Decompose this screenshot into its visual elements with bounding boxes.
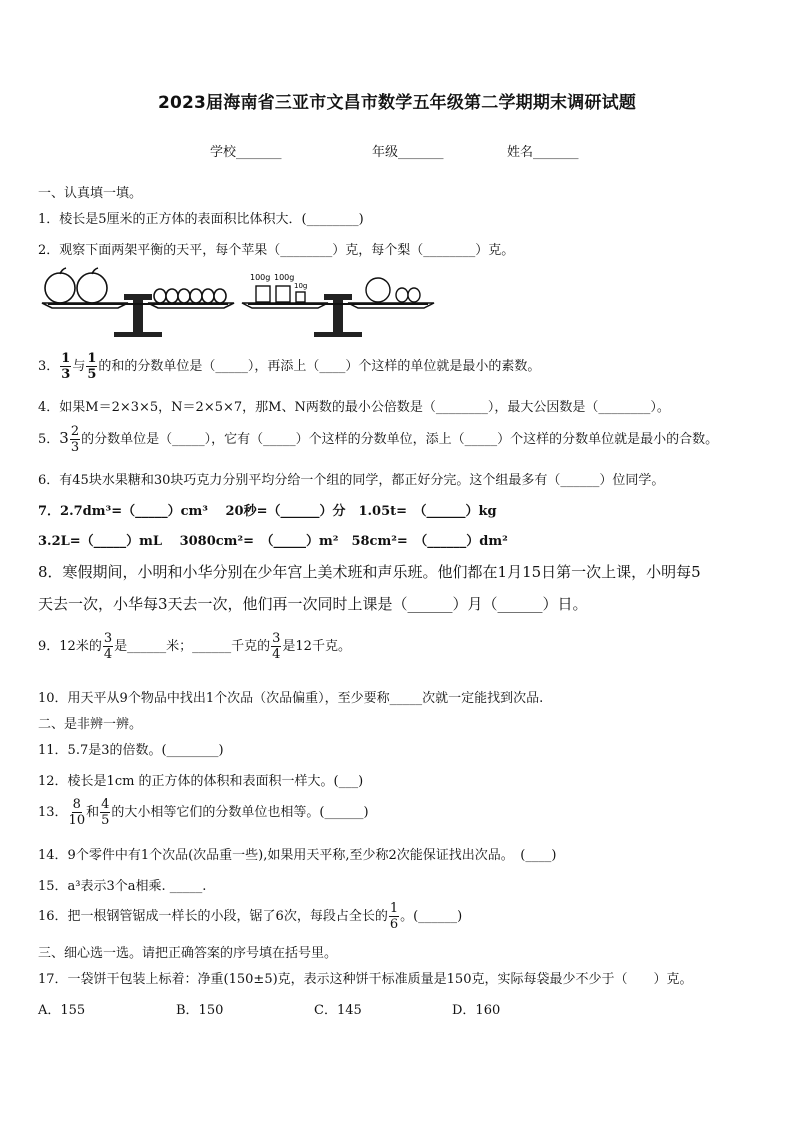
school-field: 学校_______ (210, 145, 282, 160)
grade-field: 年级_______ (372, 145, 444, 160)
question-16: 16．把一根钢管锯成一样长的小段，锯了6次，每段占全长的 $\frac{1}{6}$ 。(______) (38, 901, 463, 932)
balance-scale-1 (38, 266, 238, 338)
option-d: D．160 (452, 1003, 501, 1018)
weight-label-3: 10g (294, 282, 308, 290)
question-7-line-1: 7．2.7dm³=（_____）cm³ 20秒=（______）分 1.05t= （______）kg (38, 504, 497, 519)
question-15: 15．a³表示3个a相乘. _____. (38, 879, 207, 894)
question-2: 2．观察下面两架平衡的天平，每个苹果（________）克，每个梨（________）克。 (38, 243, 515, 258)
balance-scale-2 (238, 266, 438, 338)
question-6: 6．有45块水果糖和30块巧克力分别平均分给一个组的同学，都正好分完。这个组最多有（______）位同学。 (38, 473, 665, 488)
question-8-line-2: 天去一次，小华每3天去一次，他们再一次同时上课是（______）月（______）日。 (38, 595, 588, 613)
question-5: 5．3 $\frac{2}{3}$ 的分数单位是（_____），它有（_____）个这样的分数单位，添上（_____）个这样的分数单位就是最小的合数。 (38, 424, 719, 455)
section-1-heading: 一、认真填一填。 (38, 186, 143, 201)
question-4: 4．如果M＝2×3×5，N＝2×5×7，那M、N两数的最小公倍数是（________），最大公因数是（________）。 (38, 400, 670, 415)
question-3: 3． $\frac{1}{3}$ 与 $\frac{1}{5}$ 的和的分数单位是（_____），再添上（____）个这样的单位就是最小的素数。 (38, 351, 541, 382)
option-a: A．155 (38, 1003, 86, 1018)
question-9: 9．12米的 $\frac{3}{4}$ 是______米；______千克的 $\frac{3}{4}$ 是12千克。 (38, 631, 351, 662)
question-13: 13． $\frac{8}{10}$ 和 $\frac{4}{5}$ 的大小相等它们的分数单位也相等。(______) (38, 797, 369, 828)
question-12: 12．棱长是1cm 的正方体的体积和表面积一样大。(___) (38, 774, 364, 789)
question-1: 1．棱长是5厘米的正方体的表面积比体积大．(________) (38, 212, 364, 227)
section-3-heading: 三、细心选一选。请把正确答案的序号填在括号里。 (38, 946, 338, 961)
question-14: 14．9个零件中有1个次品(次品重一些),如果用天平称,至少称2次能保证找出次品。 (____) (38, 848, 557, 863)
name-field: 姓名_______ (507, 145, 579, 160)
question-11: 11．5.7是3的倍数。(________) (38, 743, 224, 758)
question-17: 17．一袋饼干包装上标着：净重(150±5)克，表示这种饼干标准质量是150克，实际每袋最少不少于（ ）克。 (38, 972, 693, 987)
section-2-heading: 二、是非辨一辨。 (38, 717, 143, 732)
question-8-line-1: 8．寒假期间，小明和小华分别在少年宫上美术班和声乐班。他们都在1月15日第一次上课，小明每5 (38, 563, 701, 581)
question-7-line-2: 3.2L=（_____）mL 3080cm²= （_____）m² 58cm²= （______）dm² (38, 534, 508, 549)
weight-label-2: 100g (274, 273, 295, 282)
option-c: C．145 (314, 1003, 362, 1018)
option-b: B．150 (176, 1003, 224, 1018)
page-title: 2023届海南省三亚市文昌市数学五年级第二学期期末调研试题 (157, 93, 637, 113)
question-10: 10．用天平从9个物品中找出1个次品（次品偏重），至少要称_____次就一定能找到次品. (38, 691, 544, 706)
weight-label-1: 100g (250, 273, 271, 282)
